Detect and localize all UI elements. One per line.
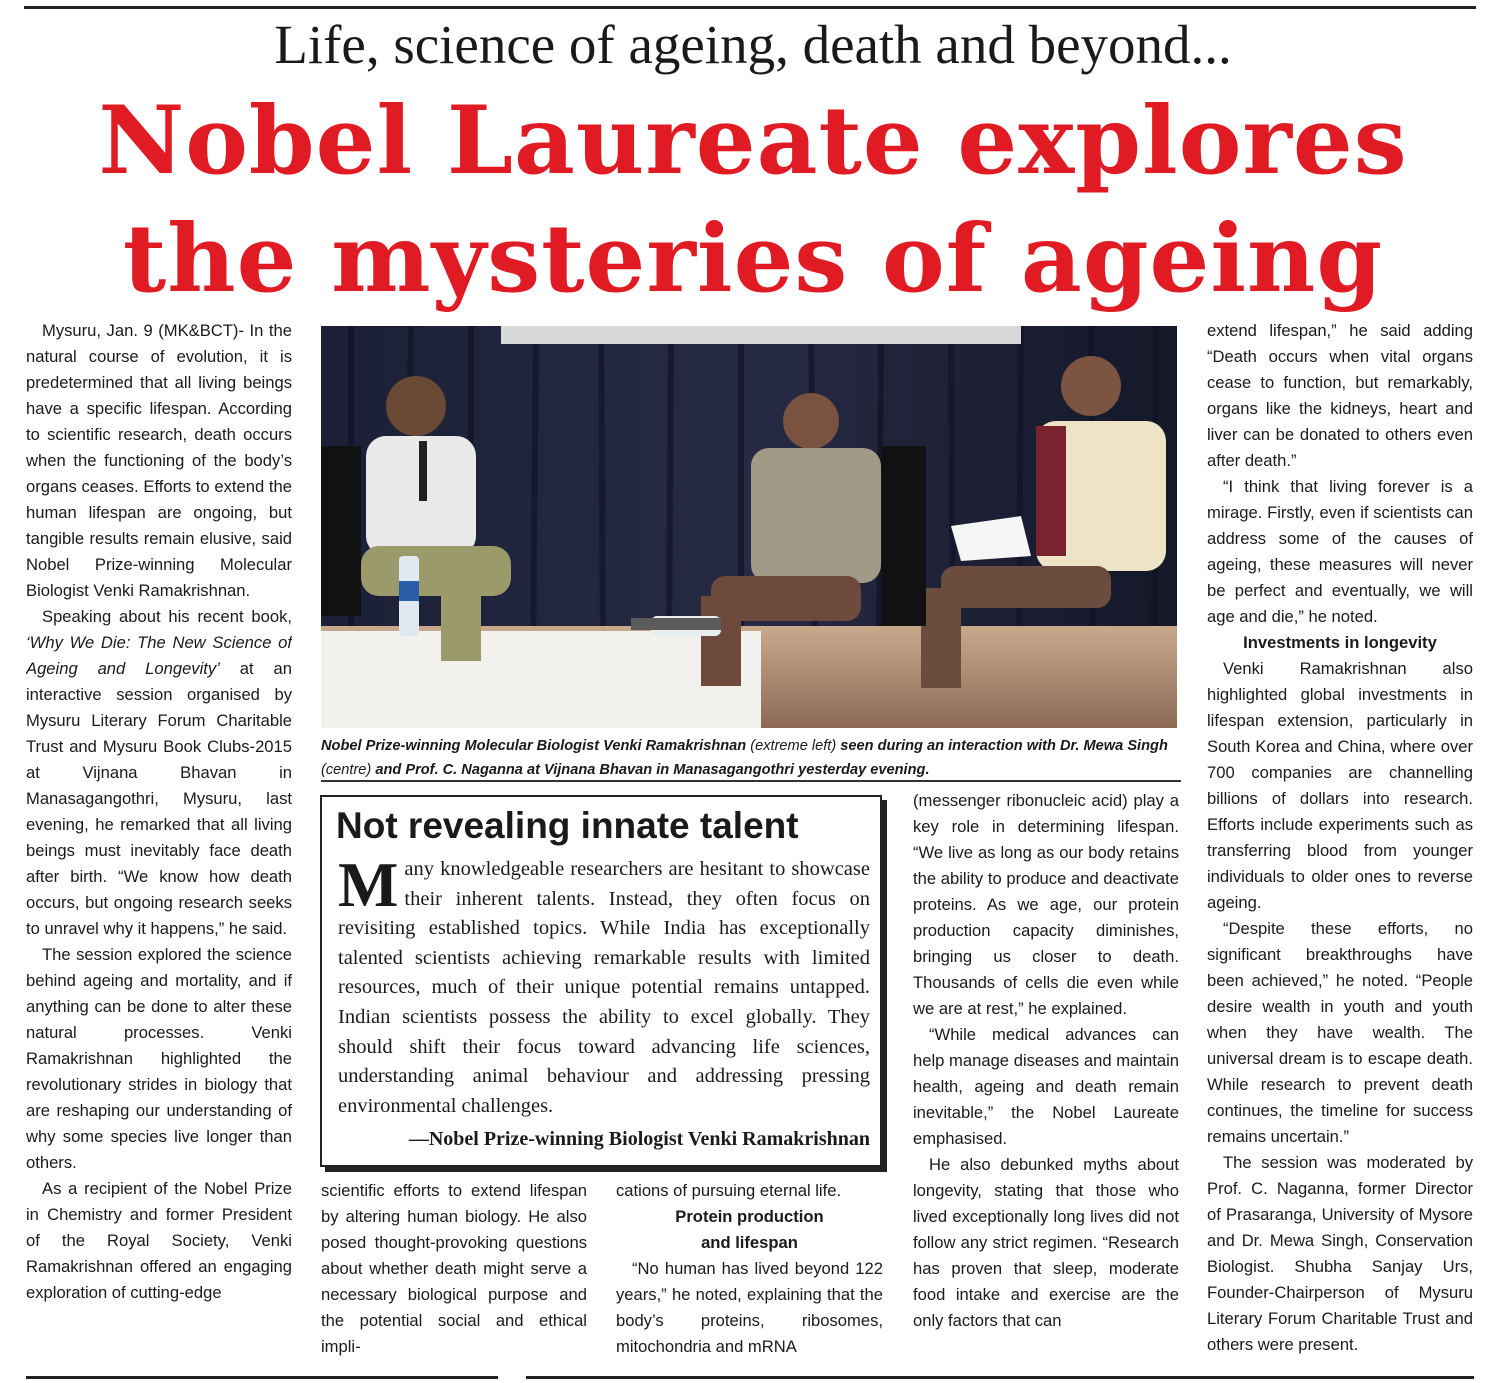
paragraph: scientific efforts to extend lifespan by altering human biology. He also posed thought-provoking questions about whether death might serve a necessary biological purpose and the potential social and ethical impli- (321, 1181, 587, 1356)
book-title: ‘Why We Die: The New Science of Ageing and Longevity’ (26, 633, 292, 678)
paragraph (26, 604, 292, 942)
top-rule (24, 6, 1476, 9)
paragraph: “I think that living forever is a mirage. Firstly, even if scientists can address some of the causes of ageing, these measures will never be perfect and eventually, we will age and die,” he noted. (1207, 477, 1473, 626)
paragraph: “Despite these efforts, no significant breakthroughs have been achieved,” he noted. “People desire wealth in youth and youth when they have wealth. The universal dream is to escape death. While research to prevent death continues, the timeline for success remains uncertain.” (1207, 919, 1473, 1146)
article-column-4 (913, 788, 1179, 1364)
headline-line-1: Nobel Laureate explores (98, 86, 1408, 196)
paragraph: Venki Ramakrishnan also highlighted global investments in lifespan extension, particularly in South Korea and China, where over 700 companies are channelling billions of dollars into research. Efforts include experiments such as transferring blood from younger individuals to older ones to reverse ageing. (1207, 659, 1473, 912)
kicker: Life, science of ageing, death and beyond... (274, 14, 1232, 75)
paragraph: He also debunked myths about longevity, stating that those who lived exceptionally long lives did not follow any strict regimen. “Research has proven that sleep, moderate food intake and exercise are the only factors that can (913, 1155, 1179, 1330)
subheading: Investments in longevity (1243, 633, 1437, 652)
caption-text: seen during an interaction with Dr. Mewa Singh (840, 738, 1168, 754)
text: Speaking about his recent book, (42, 607, 292, 626)
caption-text: (extreme left) (746, 738, 841, 754)
box-body (338, 849, 870, 1121)
article-column-1 (26, 318, 292, 1363)
paragraph: (messenger ribonucleic acid) play a key role in determining lifespan. “We live as long as our body retains the ability to produce and deactivate proteins. As we age, our protein production capacity diminishes, bringing us closer to death. Thousands of cells die even while we are at rest,” he explained. (913, 791, 1179, 1018)
paragraph: “While medical advances can help manage diseases and maintain health, ageing and death remain inevitable,” the Nobel Laureate emphasised. (913, 1025, 1179, 1148)
caption-rule (321, 780, 1181, 782)
subheading: and lifespan (701, 1233, 798, 1252)
paragraph: cations of pursuing eternal life. (616, 1181, 842, 1200)
caption-text: (centre) (321, 762, 376, 778)
paragraph: “No human has lived beyond 122 years,” he noted, explaining that the body’s proteins, ribosomes, mitochondria and mRNA (616, 1259, 883, 1356)
subheading: Protein production (675, 1207, 824, 1226)
photo-caption (321, 734, 1181, 782)
paragraph: As a recipient of the Nobel Prize in Chemistry and former President of the Royal Society, Venki Ramakrishnan offered an engaging exploration of cutting-edge (26, 1179, 292, 1302)
event-photo (321, 326, 1177, 728)
box-credit: —Nobel Prize-winning Biologist Venki Ramakrishnan (408, 1128, 870, 1150)
bottom-rule (26, 1376, 498, 1379)
box-text: any knowledgeable researchers are hesitant to showcase their inherent talents. Instead, they often focus on revisiting established topics. While India has exceptionally talented scientists achieving remarkable results with limited resources, much of their unique potential remains untapped. Indian scientists possess the ability to excel globally. They should shift their focus toward advancing life sciences, understanding animal behaviour and addressing pressing environmental challenges. (338, 858, 870, 1117)
paragraph: The session explored the science behind ageing and mortality, and if anything can be done to alter these natural processes. Venki Ramakrishnan highlighted the revolutionary strides in biology that are reshaping our understanding of why some species live longer than others. (26, 945, 292, 1172)
text: at an interactive session organised by Mysuru Literary Forum Charitable Trust and Mysuru Book Clubs-2015 at Vijnana Bhavan in Manasagangothri, Mysuru, last evening, he remarked that all living beings must inevitably face death after birth. “We know how death occurs, but ongoing research seeks to unravel why it happens,” he said. (26, 659, 292, 938)
sidebar-quote-box (320, 795, 882, 1167)
paragraph: The session was moderated by Prof. C. Naganna, former Director of Prasaranga, University of Mysore and Dr. Mewa Singh, Conservation Biologist. Shubha Sanjay Urs, Founder-Chairperson of Mysuru Literary Forum Charitable Trust and others were present. (1207, 1153, 1473, 1354)
caption-text: and Prof. C. Naganna at Vijnana Bhavan in Manasagangothri yesterday evening. (375, 762, 930, 778)
box-title: Not revealing innate talent (336, 805, 799, 846)
caption-text: Nobel Prize-winning Molecular Biologist Venki Ramakrishnan (321, 738, 747, 754)
article-column-5 (1207, 318, 1473, 1363)
headline-line-2: the mysteries of ageing (122, 204, 1384, 314)
headline (0, 82, 1506, 318)
article-column-2 (321, 1178, 587, 1364)
paragraph: extend lifespan,” he said adding “Death occurs when vital organs cease to function, but remarkably, organs like the kidneys, heart and liver can be donated to others even after death.” (1207, 321, 1473, 470)
bottom-rule (526, 1376, 1474, 1379)
article-column-3 (616, 1178, 883, 1364)
drop-cap: M (338, 849, 399, 920)
paragraph: Mysuru, Jan. 9 (MK&BCT)- In the natural course of evolution, it is predetermined that all living beings have a specific lifespan. According to scientific research, death occurs when the functioning of the body’s organs ceases. Efforts to extend the human lifespan are ongoing, but tangible results remain elusive, said Nobel Prize-winning Molecular Biologist Venki Ramakrishnan. (26, 321, 292, 600)
